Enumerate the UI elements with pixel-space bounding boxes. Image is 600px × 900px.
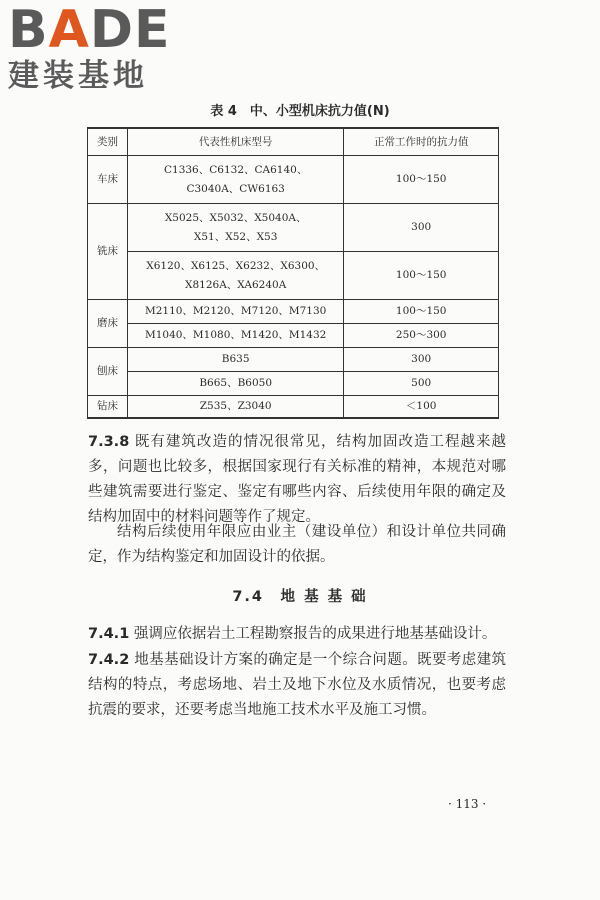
paragraph-7-3-8 xyxy=(88,430,506,530)
cell-models: M1040、M1080、M1420、M1432 xyxy=(127,324,343,348)
clause-number: 7.4.1 xyxy=(88,626,130,642)
paragraph-7-4-1 xyxy=(88,622,506,647)
logo-wordmark: BADE xyxy=(8,0,171,60)
cell-category: 刨床 xyxy=(88,348,128,396)
cell-category: 铣床 xyxy=(88,204,128,300)
cell-models: B665、B6050 xyxy=(127,372,343,396)
table-row xyxy=(88,156,499,204)
cell-models: X5025、X5032、X5040A、 X51、X52、X53 xyxy=(127,204,343,252)
cell-value: 100～150 xyxy=(344,156,499,204)
machine-tool-resistance-table xyxy=(87,127,499,419)
paragraph-text: 强调应依据岩土工程勘察报告的成果进行地基基础设计。 xyxy=(133,626,497,642)
cell-value: 100～150 xyxy=(344,252,499,300)
logo-subtitle: 建装基地 xyxy=(8,58,148,94)
cell-models: X6120、X6125、X6232、X6300、 X8126A、XA6240A xyxy=(127,252,343,300)
paragraph-7-3-8-continued: 结构后续使用年限应由业主（建设单位）和设计单位共同确定，作为结构鉴定和加固设计的依据。 xyxy=(88,524,506,565)
clause-number: 7.3.8 xyxy=(88,434,130,450)
table-row xyxy=(88,204,499,252)
table-row xyxy=(88,324,499,348)
table-header-row xyxy=(88,128,499,156)
cell-value: 250～300 xyxy=(344,324,499,348)
table-row xyxy=(88,252,499,300)
paragraph-text: 地基基础设计方案的确定是一个综合问题。既要考虑建筑结构的特点，考虑场地、岩土及地下水位及水质情况，也要考虑抗震的要求，还要考虑当地施工技术水平及施工习惯。 xyxy=(88,652,507,718)
cell-value: 300 xyxy=(344,348,499,372)
cell-value: 100～150 xyxy=(344,300,499,324)
table-row xyxy=(88,372,499,396)
paragraph-text: 既有建筑改造的情况很常见，结构加固改造工程越来越多，问题也比较多，根据国家现行有关标准的精神，本规范对哪些建筑需要进行鉴定、鉴定有哪些内容、后续使用年限的确定及结构加固中的材料问题等作了规定。 xyxy=(88,434,507,525)
cell-models: Z535、Z3040 xyxy=(127,396,343,418)
header-models: 代表性机床型号 xyxy=(127,128,343,156)
cell-models: B635 xyxy=(127,348,343,372)
bade-logo xyxy=(8,0,171,94)
paragraph-7-4-2 xyxy=(88,648,506,723)
header-value: 正常工作时的抗力值 xyxy=(344,128,499,156)
cell-value: 500 xyxy=(344,372,499,396)
page-number: · 113 · xyxy=(448,797,487,811)
cell-models: M2110、M2120、M7120、M7130 xyxy=(127,300,343,324)
table-title: 表 4 中、小型机床抗力值(N) xyxy=(210,104,390,119)
header-category: 类别 xyxy=(88,128,128,156)
cell-value: 300 xyxy=(344,204,499,252)
cell-category: 车床 xyxy=(88,156,128,204)
cell-value: ＜100 xyxy=(344,396,499,418)
table-row xyxy=(88,300,499,324)
cell-category: 钻床 xyxy=(88,396,128,418)
section-heading-7-4: 7.4 地 基 基 础 xyxy=(232,589,368,605)
cell-models: C1336、C6132、CA6140、 C3040A、CW6163 xyxy=(127,156,343,204)
cell-category: 磨床 xyxy=(88,300,128,348)
clause-number: 7.4.2 xyxy=(88,652,130,668)
table-row xyxy=(88,348,499,372)
table-row xyxy=(88,396,499,418)
